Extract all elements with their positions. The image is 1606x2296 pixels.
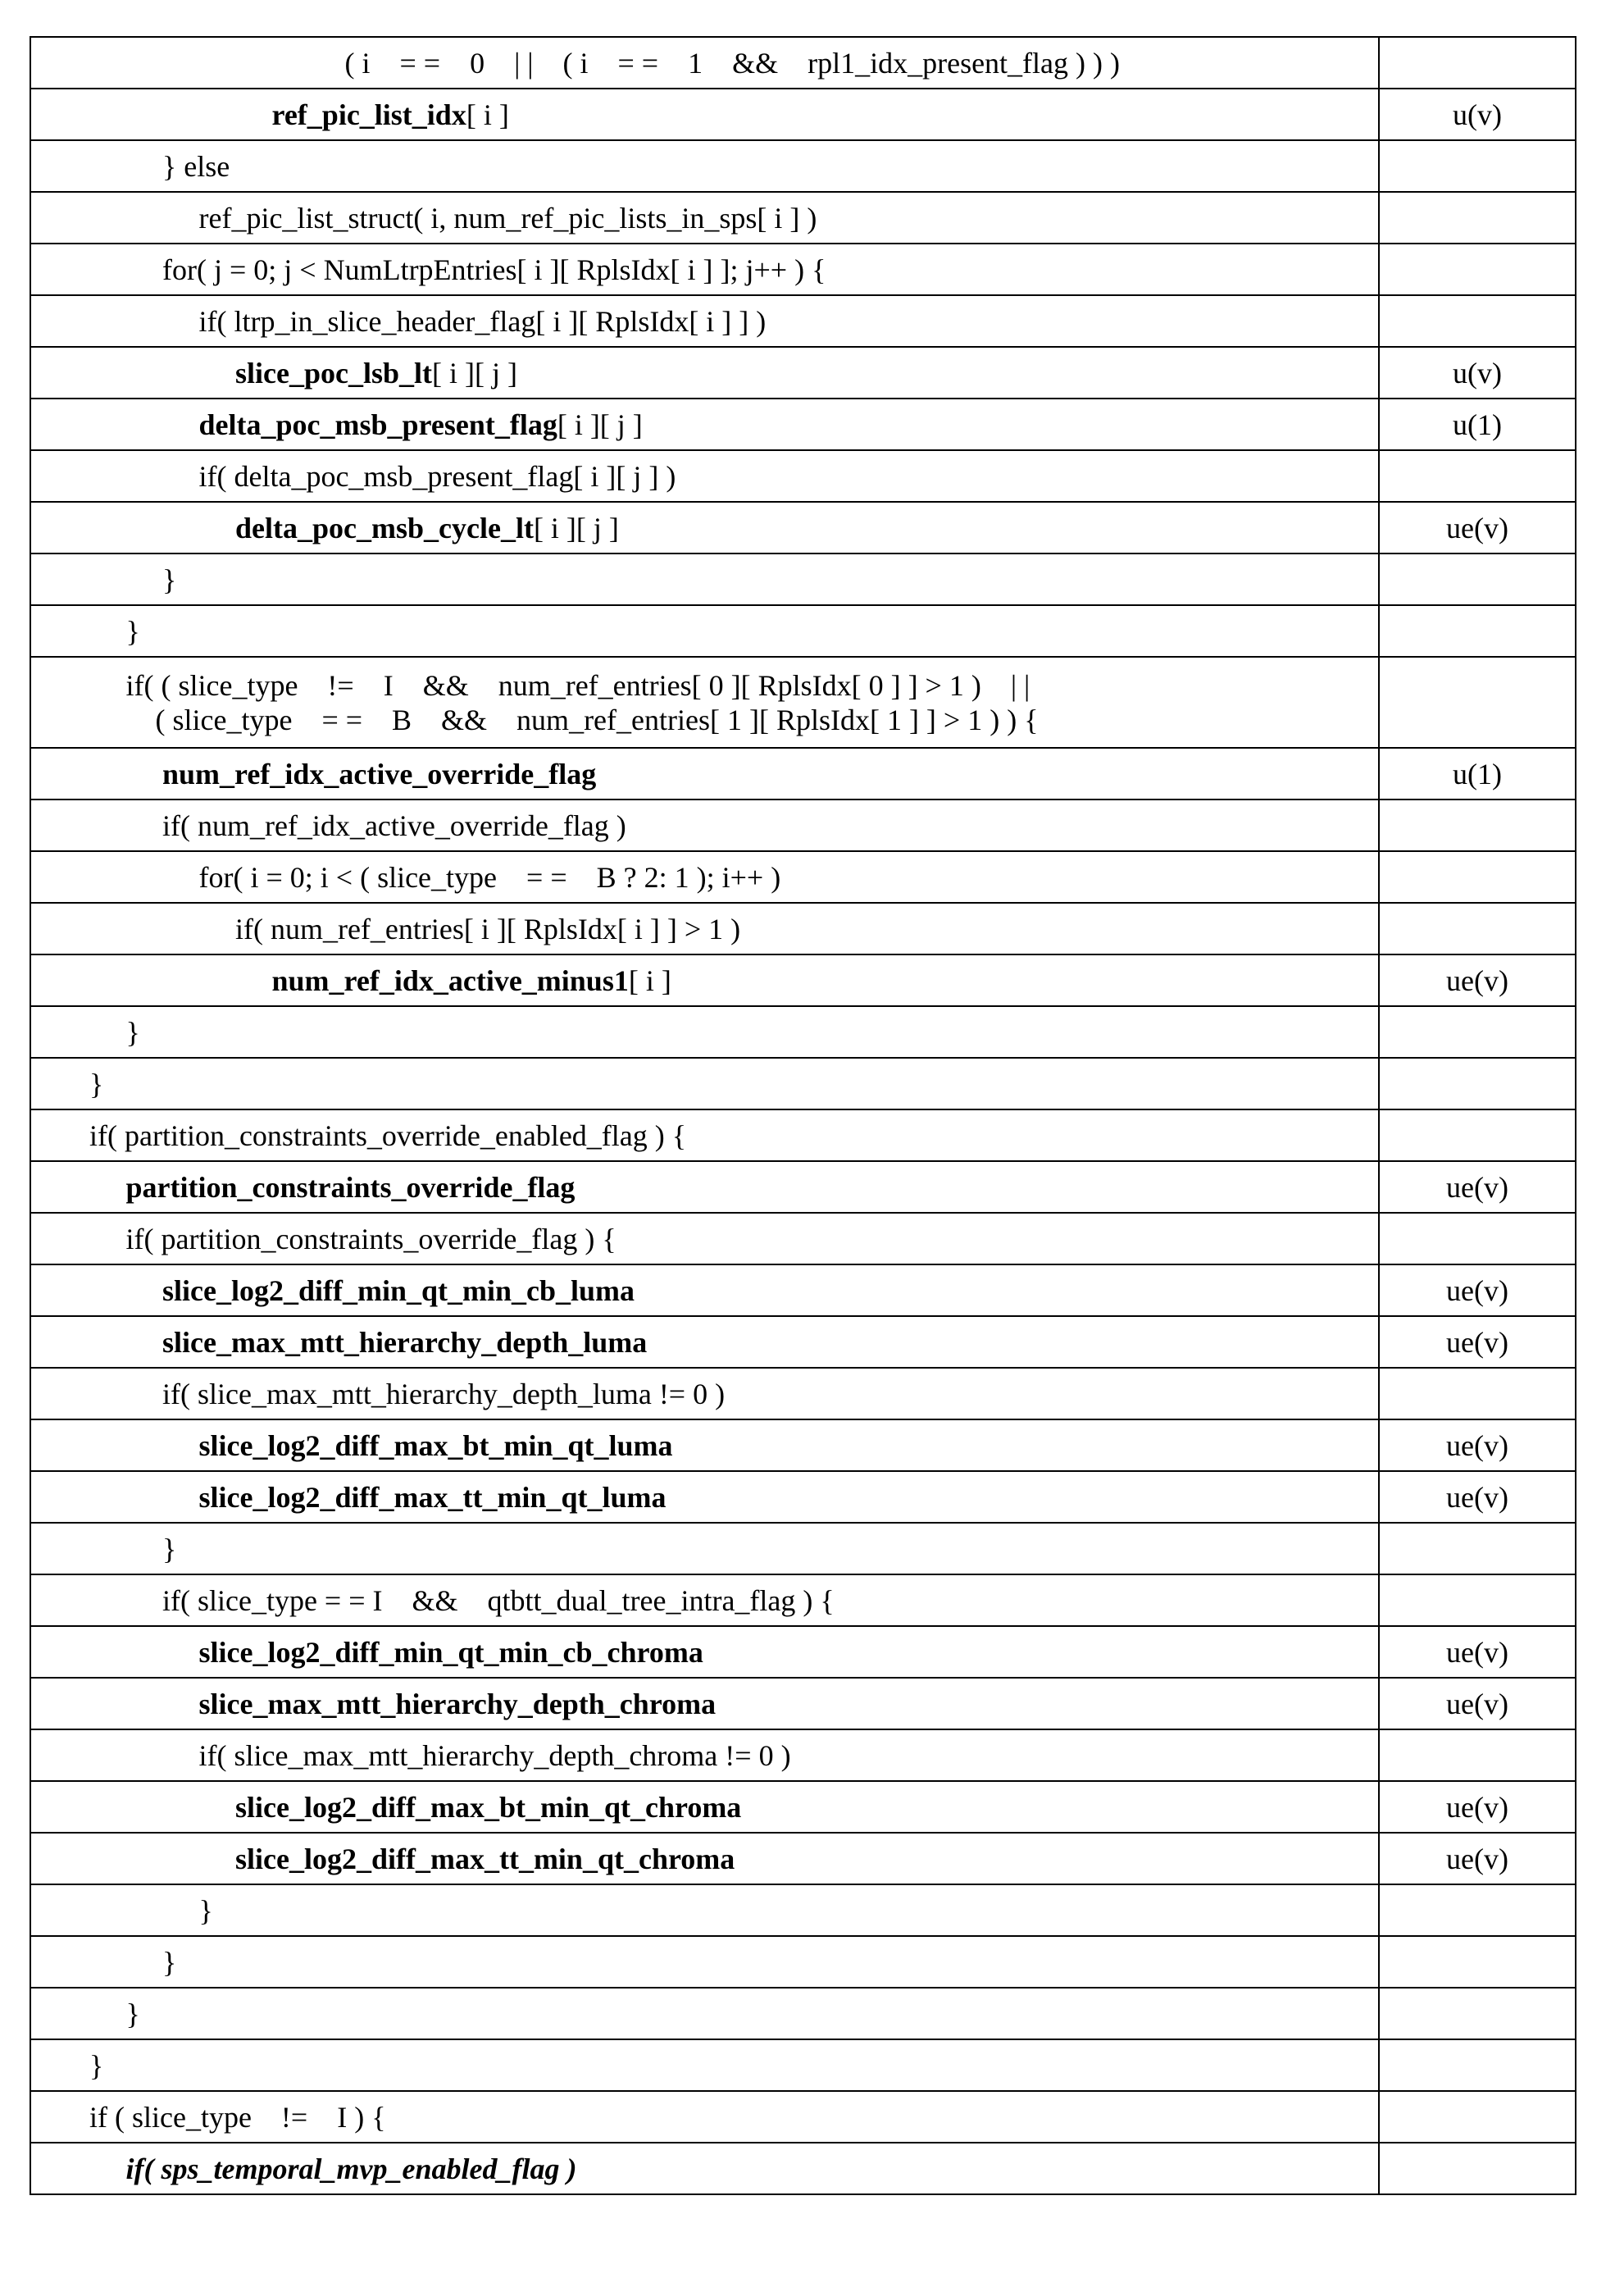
syntax-row	[30, 1368, 1576, 1419]
descriptor-cell	[1379, 1523, 1576, 1574]
syntax-cell	[30, 347, 1379, 399]
syntax-cell	[30, 1833, 1379, 1884]
syntax-text: } else	[162, 150, 230, 183]
descriptor-cell: u(v)	[1379, 347, 1576, 399]
syntax-line	[272, 963, 1372, 998]
descriptor-cell	[1379, 2143, 1576, 2194]
syntax-row	[30, 554, 1576, 605]
syntax-line	[199, 459, 1372, 494]
syntax-line	[126, 614, 1372, 649]
syntax-row	[30, 2143, 1576, 2194]
syntax-element-name: partition_constraints_override_flag	[126, 1171, 576, 1204]
syntax-line	[126, 1997, 1372, 2031]
syntax-cell	[30, 851, 1379, 903]
syntax-row	[30, 1419, 1576, 1471]
syntax-line	[199, 304, 1372, 339]
syntax-line	[162, 757, 1372, 791]
syntax-line	[235, 511, 1372, 545]
syntax-cell	[30, 1316, 1379, 1368]
syntax-row	[30, 1006, 1576, 1058]
syntax-line	[162, 1532, 1372, 1566]
syntax-element-name: num_ref_idx_active_minus1	[272, 964, 629, 997]
syntax-line	[126, 1015, 1372, 1050]
syntax-row	[30, 748, 1576, 800]
syntax-line	[199, 860, 1372, 895]
syntax-element-name: num_ref_idx_active_override_flag	[162, 758, 596, 790]
syntax-cell	[30, 1161, 1379, 1213]
syntax-element-name: slice_log2_diff_max_bt_min_qt_luma	[199, 1429, 673, 1462]
syntax-cell	[30, 1264, 1379, 1316]
syntax-line	[126, 2152, 1372, 2186]
syntax-text: }	[162, 563, 176, 596]
syntax-row	[30, 1109, 1576, 1161]
syntax-text: [ i ][ j ]	[432, 357, 517, 390]
syntax-cell	[30, 1058, 1379, 1109]
syntax-cell	[30, 192, 1379, 244]
syntax-text: for( i = 0; i < ( slice_type = = B ? 2: 1 ); i++ )	[199, 861, 781, 894]
syntax-line	[126, 703, 1372, 737]
syntax-text: ( i = = 0 | | ( i = = 1 && rpl1_idx_present_flag ) ) )	[345, 47, 1121, 80]
syntax-cell	[30, 2143, 1379, 2194]
syntax-text: [ i ][ j ]	[557, 408, 643, 441]
syntax-line	[199, 1738, 1372, 1773]
syntax-row	[30, 2091, 1576, 2143]
syntax-row	[30, 1213, 1576, 1264]
syntax-cell	[30, 1471, 1379, 1523]
syntax-element-name: delta_poc_msb_cycle_lt	[235, 512, 534, 544]
syntax-row	[30, 903, 1576, 954]
syntax-text: for( j = 0; j < NumLtrpEntries[ i ][ RplsIdx[ i ] ]; j++ ) {	[162, 253, 826, 286]
syntax-element-name: slice_log2_diff_min_qt_min_cb_luma	[162, 1274, 635, 1307]
syntax-row	[30, 954, 1576, 1006]
syntax-row	[30, 1161, 1576, 1213]
syntax-text: if( partition_constraints_override_flag ) {	[126, 1223, 616, 1255]
syntax-cell	[30, 903, 1379, 954]
descriptor-cell: ue(v)	[1379, 1781, 1576, 1833]
descriptor-cell: ue(v)	[1379, 1316, 1576, 1368]
descriptor-cell	[1379, 1006, 1576, 1058]
descriptor-cell: ue(v)	[1379, 1264, 1576, 1316]
syntax-element-name: slice_max_mtt_hierarchy_depth_chroma	[199, 1688, 717, 1720]
syntax-text: if( slice_max_mtt_hierarchy_depth_luma != 0 )	[162, 1378, 725, 1410]
syntax-cell	[30, 1574, 1379, 1626]
syntax-line	[162, 1377, 1372, 1411]
syntax-line	[162, 149, 1372, 184]
syntax-text: }	[199, 1894, 213, 1927]
syntax-cell	[30, 800, 1379, 851]
syntax-text: [ i ]	[466, 98, 509, 131]
syntax-cell	[30, 1523, 1379, 1574]
descriptor-cell	[1379, 605, 1576, 657]
descriptor-cell	[1379, 903, 1576, 954]
syntax-text: if( ( slice_type != I && num_ref_entries[ 0 ][ RplsIdx[ 0 ] ] > 1 ) | |	[126, 669, 1030, 702]
syntax-line	[162, 1325, 1372, 1360]
descriptor-cell	[1379, 2091, 1576, 2143]
descriptor-cell	[1379, 1368, 1576, 1419]
syntax-row	[30, 192, 1576, 244]
descriptor-cell: ue(v)	[1379, 1626, 1576, 1678]
descriptor-cell	[1379, 1884, 1576, 1936]
syntax-line	[162, 1945, 1372, 1979]
syntax-table	[30, 36, 1576, 2195]
descriptor-cell	[1379, 851, 1576, 903]
syntax-element-name: slice_log2_diff_max_bt_min_qt_chroma	[235, 1791, 741, 1824]
syntax-text: ref_pic_list_struct( i, num_ref_pic_lists_in_sps[ i ] )	[199, 202, 817, 235]
syntax-line	[199, 1635, 1372, 1670]
syntax-row	[30, 1058, 1576, 1109]
syntax-row	[30, 37, 1576, 89]
descriptor-cell: u(1)	[1379, 748, 1576, 800]
syntax-row	[30, 1833, 1576, 1884]
descriptor-cell	[1379, 450, 1576, 502]
syntax-cell	[30, 1781, 1379, 1833]
syntax-row	[30, 399, 1576, 450]
syntax-text: if( num_ref_entries[ i ][ RplsIdx[ i ] ] > 1 )	[235, 913, 740, 945]
descriptor-cell	[1379, 295, 1576, 347]
syntax-text: }	[162, 1533, 176, 1565]
syntax-element-name: slice_log2_diff_max_tt_min_qt_chroma	[235, 1843, 735, 1875]
syntax-cell	[30, 450, 1379, 502]
syntax-line	[89, 2100, 1372, 2134]
syntax-text: if( partition_constraints_override_enabled_flag ) {	[89, 1119, 686, 1152]
syntax-element-name: slice_max_mtt_hierarchy_depth_luma	[162, 1326, 647, 1359]
syntax-row	[30, 800, 1576, 851]
syntax-cell	[30, 1109, 1379, 1161]
syntax-line	[345, 46, 1372, 80]
syntax-element-name: ref_pic_list_idx	[272, 98, 466, 131]
syntax-line	[199, 201, 1372, 235]
syntax-line	[162, 253, 1372, 287]
syntax-line	[89, 2048, 1372, 2083]
syntax-text: }	[89, 1068, 103, 1100]
descriptor-cell: ue(v)	[1379, 1471, 1576, 1523]
descriptor-cell	[1379, 1213, 1576, 1264]
descriptor-cell	[1379, 1988, 1576, 2039]
syntax-row	[30, 1574, 1576, 1626]
syntax-element-name: delta_poc_msb_present_flag	[199, 408, 557, 441]
syntax-row	[30, 1781, 1576, 1833]
syntax-row	[30, 1988, 1576, 2039]
descriptor-cell: ue(v)	[1379, 1833, 1576, 1884]
descriptor-cell	[1379, 244, 1576, 295]
syntax-row	[30, 1264, 1576, 1316]
syntax-cell	[30, 89, 1379, 140]
syntax-text: ( slice_type = = B && num_ref_entries[ 1 ][ RplsIdx[ 1 ] ] > 1 ) ) {	[126, 704, 1039, 736]
syntax-text: if ( slice_type != I ) {	[89, 2101, 385, 2134]
syntax-row	[30, 140, 1576, 192]
syntax-row	[30, 347, 1576, 399]
syntax-line	[162, 563, 1372, 597]
descriptor-cell	[1379, 2039, 1576, 2091]
syntax-line	[126, 1222, 1372, 1256]
descriptor-cell	[1379, 1729, 1576, 1781]
descriptor-cell: u(1)	[1379, 399, 1576, 450]
descriptor-cell	[1379, 554, 1576, 605]
syntax-row	[30, 295, 1576, 347]
descriptor-cell: u(v)	[1379, 89, 1576, 140]
syntax-cell	[30, 657, 1379, 748]
descriptor-cell	[1379, 1936, 1576, 1988]
syntax-cell	[30, 1213, 1379, 1264]
syntax-line	[199, 1893, 1372, 1928]
syntax-cell	[30, 295, 1379, 347]
syntax-cell	[30, 1988, 1379, 2039]
syntax-cell	[30, 1006, 1379, 1058]
syntax-line	[235, 1790, 1372, 1824]
syntax-text: if( slice_type = = I && qtbtt_dual_tree_intra_flag ) {	[162, 1584, 835, 1617]
syntax-line	[199, 1428, 1372, 1463]
descriptor-cell: ue(v)	[1379, 502, 1576, 554]
syntax-cell	[30, 1884, 1379, 1936]
syntax-row	[30, 1884, 1576, 1936]
syntax-line	[162, 1273, 1372, 1308]
syntax-cell	[30, 1936, 1379, 1988]
descriptor-cell	[1379, 1109, 1576, 1161]
syntax-cell	[30, 748, 1379, 800]
syntax-row	[30, 851, 1576, 903]
descriptor-cell: ue(v)	[1379, 1419, 1576, 1471]
descriptor-cell: ue(v)	[1379, 1161, 1576, 1213]
descriptor-cell	[1379, 192, 1576, 244]
syntax-line	[126, 1170, 1372, 1205]
syntax-cell	[30, 2091, 1379, 2143]
syntax-text: if( ltrp_in_slice_header_flag[ i ][ RplsIdx[ i ] ] )	[199, 305, 767, 338]
syntax-row	[30, 244, 1576, 295]
descriptor-cell	[1379, 657, 1576, 748]
syntax-row	[30, 1678, 1576, 1729]
syntax-line	[235, 356, 1372, 390]
syntax-element-name: slice_log2_diff_max_tt_min_qt_luma	[199, 1481, 667, 1514]
syntax-line	[199, 1480, 1372, 1515]
syntax-line	[162, 809, 1372, 843]
syntax-line	[272, 98, 1372, 132]
syntax-row	[30, 2039, 1576, 2091]
syntax-text: }	[126, 615, 140, 648]
syntax-text: }	[126, 1016, 140, 1049]
syntax-cell	[30, 954, 1379, 1006]
syntax-line	[199, 408, 1372, 442]
descriptor-cell	[1379, 37, 1576, 89]
syntax-text: [ i ]	[629, 964, 671, 997]
syntax-row	[30, 502, 1576, 554]
syntax-line	[235, 912, 1372, 946]
descriptor-cell: ue(v)	[1379, 954, 1576, 1006]
syntax-row	[30, 1316, 1576, 1368]
syntax-line	[199, 1687, 1372, 1721]
syntax-line	[235, 1842, 1372, 1876]
syntax-cell	[30, 244, 1379, 295]
syntax-text: if( delta_poc_msb_present_flag[ i ][ j ] )	[199, 460, 676, 493]
descriptor-cell	[1379, 140, 1576, 192]
syntax-line	[162, 1583, 1372, 1618]
syntax-line	[89, 1118, 1372, 1153]
descriptor-cell	[1379, 800, 1576, 851]
syntax-cell	[30, 37, 1379, 89]
syntax-text: }	[126, 1998, 140, 2030]
syntax-text: if( sps_temporal_mvp_enabled_flag )	[126, 2152, 577, 2185]
syntax-row	[30, 657, 1576, 748]
syntax-cell	[30, 1368, 1379, 1419]
syntax-row	[30, 450, 1576, 502]
descriptor-cell	[1379, 1574, 1576, 1626]
syntax-row	[30, 89, 1576, 140]
syntax-row	[30, 1523, 1576, 1574]
syntax-cell	[30, 605, 1379, 657]
syntax-cell	[30, 1626, 1379, 1678]
syntax-row	[30, 1936, 1576, 1988]
syntax-row	[30, 605, 1576, 657]
syntax-row	[30, 1471, 1576, 1523]
syntax-table-body	[30, 37, 1576, 2194]
syntax-cell	[30, 2039, 1379, 2091]
syntax-element-name: slice_poc_lsb_lt	[235, 357, 432, 390]
syntax-cell	[30, 140, 1379, 192]
syntax-cell	[30, 1729, 1379, 1781]
syntax-cell	[30, 1419, 1379, 1471]
syntax-line	[89, 1067, 1372, 1101]
syntax-cell	[30, 554, 1379, 605]
syntax-text: }	[89, 2049, 103, 2082]
syntax-text: if( num_ref_idx_active_override_flag )	[162, 809, 626, 842]
syntax-cell	[30, 399, 1379, 450]
syntax-cell	[30, 502, 1379, 554]
syntax-row	[30, 1626, 1576, 1678]
syntax-text: if( slice_max_mtt_hierarchy_depth_chroma != 0 )	[199, 1739, 791, 1772]
descriptor-cell: ue(v)	[1379, 1678, 1576, 1729]
syntax-line	[126, 668, 1372, 703]
syntax-text: }	[162, 1946, 176, 1979]
descriptor-cell	[1379, 1058, 1576, 1109]
syntax-element-name: slice_log2_diff_min_qt_min_cb_chroma	[199, 1636, 703, 1669]
syntax-cell	[30, 1678, 1379, 1729]
syntax-text: [ i ][ j ]	[534, 512, 619, 544]
syntax-row	[30, 1729, 1576, 1781]
